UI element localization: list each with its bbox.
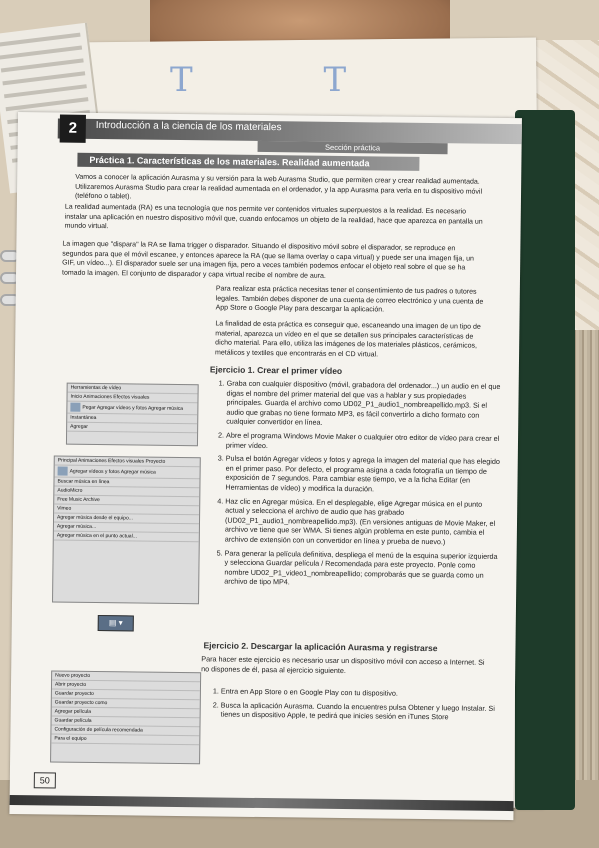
- exercise-1-title: Ejercicio 1. Crear el primer vídeo: [209, 364, 343, 376]
- exercise-1-step: 1. Graba con cualquier dispositivo (móvil, grabadora del ordenador...) un audio en el que digas el nombre del primer material del que vas a hablar y sus propiedades principales. Guarda el archivo como UD02_P1_audio1_nombreapellido.mp3. Si el audio que grabas no tiene formato MP3, es fácil convertirlo a dicho formato con cualquier convertidor en línea.: [226, 379, 503, 430]
- section-label: Sección práctica: [258, 141, 448, 154]
- moviemaker-ribbon-screenshot: [66, 383, 199, 447]
- ra-paragraph: La realidad aumentada (RA) es una tecnología que nos permite ver contenidos virtuales superpuestos a la realidad. Es necesario instalar una aplicación en nuestro dispositivo móvil que, cuando enfocamos un objeto de la realidad, hace que aparezca en pantalla un mundo virtual.: [64, 203, 483, 231]
- screenshot-row: Instantánea: [67, 414, 197, 425]
- requirements-paragraph: Para realizar esta práctica necesitas tener el consentimiento de tus padres o tutores legales. También debes disponer de una cuenta de correo electrónico y una cuenta de App Store o Google Play para descargar la aplicación.: [215, 285, 484, 314]
- screenshot-row: AudioMicro: [54, 486, 199, 497]
- music-icon: [58, 467, 68, 476]
- screenshot-row: Principal Animaciones Efectos visuales Proyecto: [55, 456, 200, 467]
- screenshot-row: Herramientas de vídeo: [68, 384, 198, 395]
- screenshot-row: Guardar proyecto: [52, 689, 200, 700]
- screenshot-row: Pegar Agregar vídeos y fotos Agregar música: [67, 402, 197, 416]
- footer-bar: [10, 795, 514, 811]
- screenshot-row: Agregar música desde el equipo...: [54, 513, 199, 524]
- screenshot-row: Agregar vídeos y fotos Agregar música: [55, 465, 200, 479]
- unit-number: 2: [60, 115, 86, 143]
- goal-paragraph: La finalidad de esta práctica es conseguir que, escaneando una imagen de un tipo de material, aparezca un vídeo en el que se detallen sus principales características de dicho material. Para ello, utiliza las imágenes de los materiales plásticos, cerámicos, metálicos y textiles que encontrarás en el CD virtual.: [215, 320, 481, 358]
- paste-icon: [70, 403, 80, 412]
- screenshot-row: Para el equipo: [51, 734, 199, 745]
- handwriting-marks: T T: [170, 60, 407, 100]
- exercise-1-step: 5. Para generar la película definitiva, despliega el menú de la esquina superior izquierda y selecciona Guardar película / Recomendada para este proyecto. Ponle como nombre UD02_P1_video1_nombreapellido; comprobarás que se guarda como un archivo de tipo MP4.: [224, 548, 500, 590]
- screenshot-row: Guardar película: [52, 716, 200, 727]
- exercise-2-title: Ejercicio 2. Descargar la aplicación Aurasma y registrarse: [203, 640, 438, 654]
- screenshot-row: Free Music Archive: [54, 495, 199, 506]
- exercise-1-step: 2. Abre el programa Windows Movie Maker o cualquier otro editor de vídeo para crear el primer vídeo.: [226, 431, 502, 454]
- save-movie-menu-screenshot: [50, 670, 201, 764]
- file-menu-button-screenshot: ▤ ▾: [98, 615, 134, 631]
- page-number: 50: [34, 772, 56, 788]
- exercise-2-steps: [207, 686, 501, 726]
- screenshot-row: Configuración de película recomendada: [51, 725, 199, 736]
- screenshot-row: Agregar película: [52, 707, 200, 718]
- exercise-1-step: 3. Pulsa el botón Agregar vídeos y fotos y agrega la imagen del material que has elegido en el primer paso. Por defecto, el programa asigna a cada fotografía un tiempo de exposición de 7 segundos. Para cambiar este tiempo, ve a la ficha Editar (en Herramientas de vídeo) y modifica la duración.: [225, 454, 501, 496]
- add-music-menu-screenshot: [52, 455, 201, 604]
- practice-title: Práctica 1. Características de los materiales. Realidad aumentada: [77, 153, 419, 171]
- screenshot-row: Agregar: [67, 423, 197, 434]
- intro-paragraph: Vamos a conocer la aplicación Aurasma y su versión para la web Aurasma Studio, que permiten crear y crear realidad aumentada. Utilizaremos Aurasma Studio para crear la realidad aumentada en el ordenador, y la app Aurasma para verla en tu dispositivo móvil (teléfono o tablet).: [74, 173, 483, 201]
- binder-rings: [0, 250, 14, 430]
- exercise-1-steps: [210, 378, 503, 593]
- unit-title: Introducción a la ciencia de los materiales: [95, 119, 282, 134]
- screenshot-row: Agregar música en el punto actual...: [54, 531, 199, 542]
- screenshot-row: Buscar música en línea: [54, 477, 199, 488]
- binder: [515, 110, 575, 810]
- document-page: [9, 112, 522, 820]
- screenshot-row: Inicio Animaciones Efectos visuales: [67, 393, 197, 404]
- exercise-2-intro: Para hacer este ejercicio es necesario usar un dispositivo móvil con acceso a Internet. Si no dispones de él, pasa al ejercicio siguiente.: [201, 654, 485, 675]
- screenshot-row: Abrir proyecto: [52, 680, 200, 691]
- trigger-paragraph: La imagen que "dispara" la RA se llama trigger o disparador. Situando el dispositivo móvil sobre el disparador, se reproduce en segundos para que el móvil escanee, y entonces aparece la RA (que se llama overlay o capa virtual) y puede ser una imagen fija, un GIF, un vídeo...). El disparador suele ser una imagen fija, pero a veces también podemos enfocar el objeto real sobre el que se ha tomado la imagen. El conjunto de disparador y capa virtual recibe el nombre de aura.: [61, 240, 474, 280]
- screenshot-row: Nuevo proyecto: [52, 671, 200, 682]
- screenshot-row: Vimeo: [54, 504, 199, 515]
- exercise-1-step: 4. Haz clic en Agregar música. En el desplegable, elige Agregar música en el punto actual y selecciona el archivo de audio que has grabado (UD02_P1_audio1_nombreapellido.mp3). (En versiones antiguas de Movie Maker, el archivo ve tiene que ser WMA. Si tienes algún problema en este punto, cambia el archivo de extensión con un convertidor en línea y prueba de nuevo.): [225, 496, 502, 547]
- screenshot-row: Guardar proyecto como: [52, 698, 200, 709]
- screenshot-row: Agregar música...: [54, 522, 199, 533]
- exercise-2-step: 2. Busca la aplicación Aurasma. Cuando la encuentres pulsa Obtener y luego Instalar. Si tienes un dispositivo Apple, te pedirá que inicies sesión en iTunes Store: [221, 700, 501, 723]
- exercise-2-step: 1. Entra en App Store o en Google Play con tu dispositivo.: [221, 687, 501, 700]
